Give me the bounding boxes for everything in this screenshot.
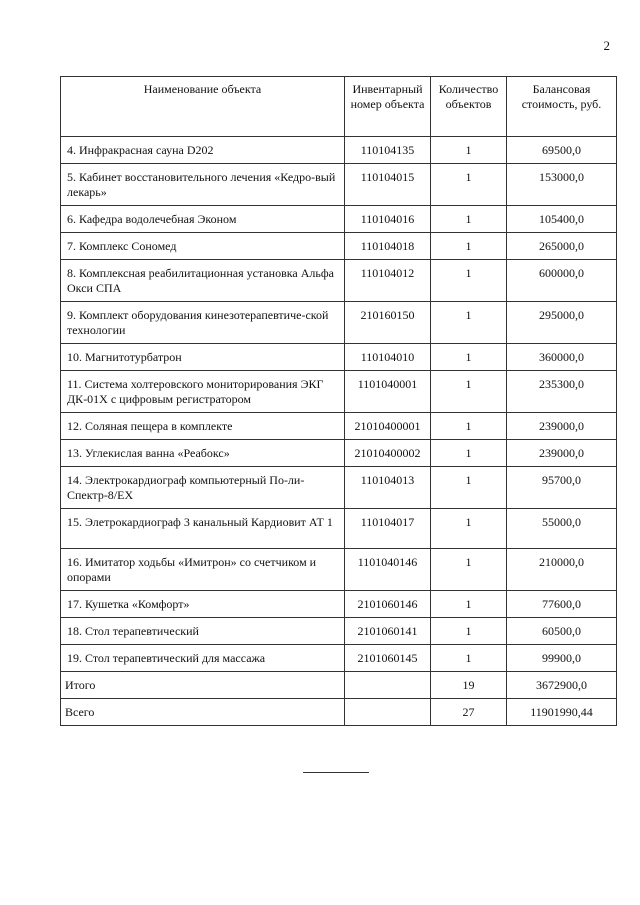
cell-inventory: 1101040146 [345, 549, 431, 591]
cell-name [61, 233, 345, 260]
table-header-row [61, 77, 617, 137]
total-label: Всего [61, 699, 345, 726]
table-row [61, 371, 617, 413]
cell-inventory: 110104013 [345, 467, 431, 509]
cell-cost: 360000,0 [507, 344, 617, 371]
table-row [61, 618, 617, 645]
total-cost: 3672900,0 [507, 672, 617, 699]
cell-name [61, 137, 345, 164]
cell-quantity: 1 [431, 509, 507, 549]
cell-name [61, 467, 345, 509]
cell-name [61, 549, 345, 591]
total-inventory [345, 699, 431, 726]
cell-name-text: 17. Кушетка «Комфорт» [67, 597, 190, 611]
header-cost: Балансовая стоимость, руб. [507, 77, 617, 137]
cell-inventory: 2101060146 [345, 591, 431, 618]
cell-name-text: 4. Инфракрасная сауна D202 [67, 143, 214, 157]
cell-cost: 265000,0 [507, 233, 617, 260]
cell-quantity: 1 [431, 591, 507, 618]
table-row [61, 509, 617, 549]
cell-name [61, 509, 345, 549]
footer-divider [303, 772, 369, 773]
table-body [61, 137, 617, 726]
cell-inventory: 2101060141 [345, 618, 431, 645]
cell-name-text: 16. Имитатор ходьбы «Имитрон» со счетчиком и опорами [67, 555, 317, 584]
table-row [61, 206, 617, 233]
cell-inventory: 110104010 [345, 344, 431, 371]
total-label: Итого [61, 672, 345, 699]
cell-name-text: 14. Электрокардиограф компьютерный По-ли-Спектр-8/ЕХ [67, 473, 305, 502]
cell-quantity: 1 [431, 260, 507, 302]
cell-inventory: 210160150 [345, 302, 431, 344]
cell-cost: 105400,0 [507, 206, 617, 233]
cell-quantity: 1 [431, 618, 507, 645]
cell-cost: 69500,0 [507, 137, 617, 164]
table-row [61, 164, 617, 206]
cell-name [61, 302, 345, 344]
cell-inventory: 110104017 [345, 509, 431, 549]
cell-cost: 95700,0 [507, 467, 617, 509]
cell-quantity: 1 [431, 206, 507, 233]
cell-inventory: 110104015 [345, 164, 431, 206]
totals-row [61, 672, 617, 699]
table-row [61, 413, 617, 440]
cell-name-text: 8. Комплексная реабилитационная установка Альфа Окси СПА [67, 266, 334, 295]
cell-cost: 239000,0 [507, 440, 617, 467]
table-row [61, 260, 617, 302]
cell-cost: 55000,0 [507, 509, 617, 549]
totals-row [61, 699, 617, 726]
inventory-table [60, 76, 617, 726]
total-quantity: 27 [431, 699, 507, 726]
table-row [61, 645, 617, 672]
cell-name-text: 10. Магнитотурбатрон [67, 350, 182, 364]
cell-quantity: 1 [431, 344, 507, 371]
cell-name [61, 260, 345, 302]
total-cost: 11901990,44 [507, 699, 617, 726]
cell-cost: 77600,0 [507, 591, 617, 618]
table-row [61, 137, 617, 164]
table-row [61, 302, 617, 344]
cell-inventory: 110104135 [345, 137, 431, 164]
table-row [61, 549, 617, 591]
cell-name [61, 164, 345, 206]
cell-name [61, 618, 345, 645]
cell-name-text: 12. Соляная пещера в комплекте [67, 419, 233, 433]
cell-cost: 210000,0 [507, 549, 617, 591]
cell-cost: 600000,0 [507, 260, 617, 302]
cell-quantity: 1 [431, 302, 507, 344]
table-row [61, 591, 617, 618]
cell-inventory: 21010400001 [345, 413, 431, 440]
cell-cost: 60500,0 [507, 618, 617, 645]
cell-name [61, 344, 345, 371]
table-row [61, 440, 617, 467]
cell-name-text: 6. Кафедра водолечебная Эконом [67, 212, 237, 226]
cell-quantity: 1 [431, 467, 507, 509]
cell-inventory: 2101060145 [345, 645, 431, 672]
cell-name-text: 11. Система холтеровского мониторирования ЭКГ ДК-01Х с цифровым регистратором [67, 377, 324, 406]
page-number: 2 [603, 38, 610, 53]
cell-name [61, 371, 345, 413]
header-inventory: Инвентарный номер объекта [345, 77, 431, 137]
cell-quantity: 1 [431, 645, 507, 672]
cell-cost: 239000,0 [507, 413, 617, 440]
cell-name-text: 18. Стол терапевтический [67, 624, 199, 638]
cell-name-text: 13. Углекислая ванна «Реабокс» [67, 446, 230, 460]
cell-inventory: 110104016 [345, 206, 431, 233]
cell-quantity: 1 [431, 233, 507, 260]
cell-name [61, 645, 345, 672]
total-inventory [345, 672, 431, 699]
cell-cost: 235300,0 [507, 371, 617, 413]
table-row [61, 233, 617, 260]
cell-name [61, 413, 345, 440]
cell-name-text: 5. Кабинет восстановительного лечения «Кедро-вый лекарь» [67, 170, 336, 199]
cell-cost: 295000,0 [507, 302, 617, 344]
cell-inventory: 1101040001 [345, 371, 431, 413]
table-row [61, 344, 617, 371]
header-name: Наименование объекта [61, 77, 345, 137]
cell-name-text: 15. Элетрокардиограф 3 канальный Кардиовит АТ 1 [67, 515, 333, 529]
cell-inventory: 110104012 [345, 260, 431, 302]
cell-name [61, 206, 345, 233]
cell-inventory: 21010400002 [345, 440, 431, 467]
cell-quantity: 1 [431, 371, 507, 413]
table-row [61, 467, 617, 509]
cell-name-text: 9. Комплект оборудования кинезотерапевтиче-ской технологии [67, 308, 329, 337]
cell-quantity: 1 [431, 164, 507, 206]
header-quantity: Количество объектов [431, 77, 507, 137]
cell-name-text: 19. Стол терапевтический для массажа [67, 651, 266, 665]
cell-name [61, 440, 345, 467]
cell-name [61, 591, 345, 618]
total-quantity: 19 [431, 672, 507, 699]
cell-quantity: 1 [431, 549, 507, 591]
cell-cost: 99900,0 [507, 645, 617, 672]
cell-cost: 153000,0 [507, 164, 617, 206]
cell-quantity: 1 [431, 440, 507, 467]
cell-quantity: 1 [431, 413, 507, 440]
cell-inventory: 110104018 [345, 233, 431, 260]
cell-name-text: 7. Комплекс Сономед [67, 239, 177, 253]
cell-quantity: 1 [431, 137, 507, 164]
